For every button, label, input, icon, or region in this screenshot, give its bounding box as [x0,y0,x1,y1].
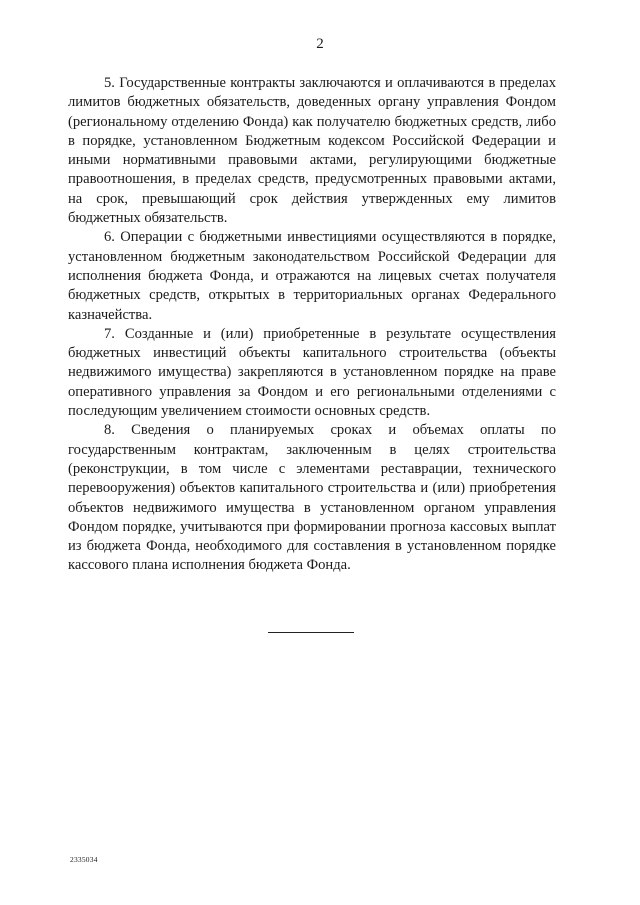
paragraph-7: 7. Созданные и (или) приобретенные в результате осуществления бюджетных инвестиций объекты капитального строительства (объекты недвижимого имущества) закрепляются в установленном порядке на праве оперативного управления за Фондом и его региональными отделениями с последующим увеличением стоимости основных средств. [68,325,556,420]
document-code: 2335034 [70,855,98,864]
document-body [68,74,556,576]
page-number: 2 [316,36,324,52]
paragraph-5: 5. Государственные контракты заключаются и оплачиваются в пределах лимитов бюджетных обязательств, доведенных органу управления Фондом (региональному отделению Фонда) как получателю бюджетных средств, либо в порядке, установленном Бюджетным кодексом Российской Федерации и иными нормативными правовыми актами, регулирующими бюджетные правоотношения, в пределах средств, предусмотренных правовыми актами, на срок, превышающий срок действия утвержденных ему лимитов бюджетных обязательств. [68,75,556,227]
paragraph-6: 6. Операции с бюджетными инвестициями осуществляются в порядке, установленном бюджетным законодательством Российской Федерации для исполнения бюджета Фонда, и отражаются на лицевых счетах получателя бюджетных средств, открытых в территориальных органах Федерального казначейства. [68,229,556,323]
paragraph-8: 8. Сведения о планируемых сроках и объемах оплаты по государственным контрактам, заключенным в целях строительства (реконструкции, в том числе с элементами реставрации, технического перевооружения) объектов капитального строительства и (или) приобретения объектов недвижимого имущества в установленном органом управления Фондом порядке, учитываются при формировании прогноза кассовых выплат из бюджета Фонда, необходимого для составления в установленном порядке кассового плана исполнения бюджета Фонда. [68,422,556,574]
end-divider-line [268,632,354,633]
